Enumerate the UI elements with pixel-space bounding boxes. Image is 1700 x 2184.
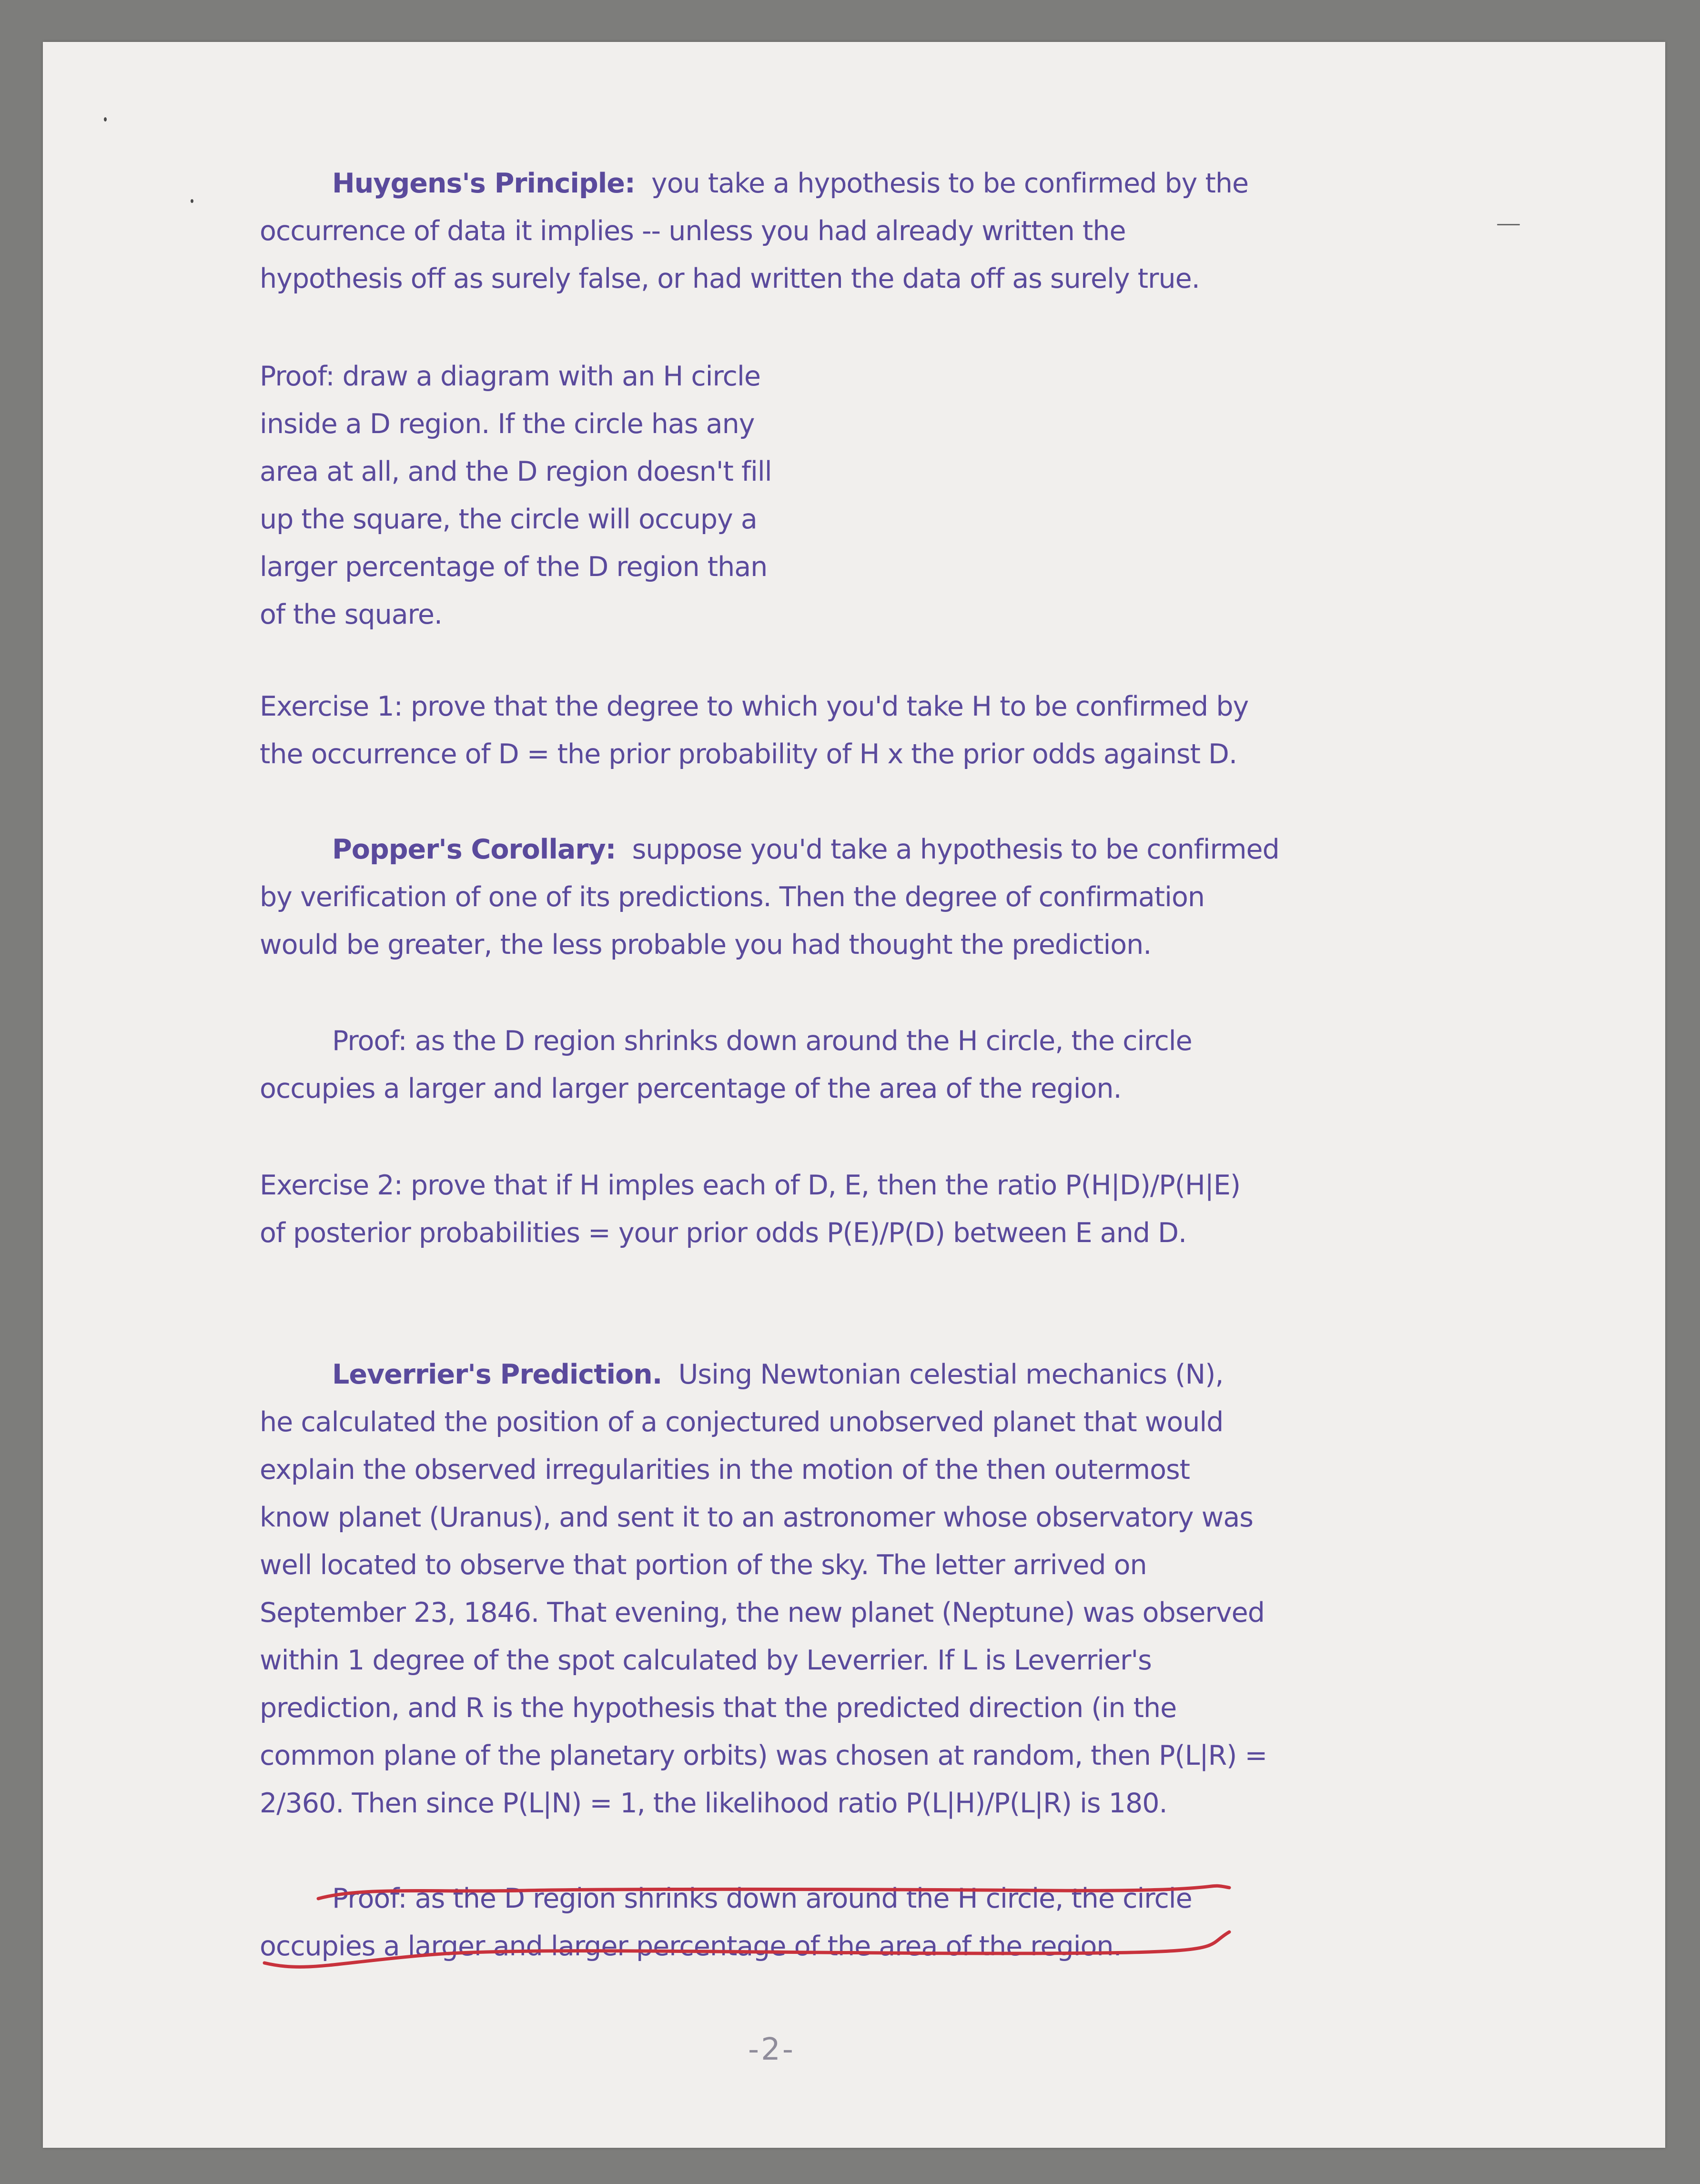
huygens-line-1: you take a hypothesis to be confirmed by the <box>651 168 1249 199</box>
exercise1-line: Exercise 1: prove that the degree to which you'd take H to be confirmed by <box>260 691 1249 722</box>
exercise2-paragraph <box>260 1162 1240 1257</box>
leverrier-line-1: Using Newtonian celestial mechanics (N), <box>678 1359 1224 1390</box>
struck-proof-line: Proof: as the D region shrinks down around the H circle, the circle <box>332 1883 1192 1914</box>
proof1-line: Proof: draw a diagram with an H circle <box>260 361 760 392</box>
leverrier-paragraph <box>260 1351 1267 1827</box>
proof2-line: occupies a larger and larger percentage of the area of the region. <box>260 1073 1122 1104</box>
exercise1-paragraph <box>260 683 1248 778</box>
struck-proof-line: occupies a larger and larger percentage of the area of the region. <box>260 1931 1122 1962</box>
leverrier-line: September 23, 1846. That evening, the new planet (Neptune) was observed <box>260 1597 1265 1628</box>
proof1-line: area at all, and the D region doesn't fill <box>260 456 772 487</box>
popper-heading: Popper's Corollary: <box>332 834 616 865</box>
proof2-line: Proof: as the D region shrinks down around the H circle, the circle <box>332 1025 1192 1057</box>
leverrier-line: 2/360. Then since P(L|N) = 1, the likelihood ratio P(L|H)/P(L|R) is 180. <box>260 1788 1167 1819</box>
popper-line-2: by verification of one of its predictions. Then the degree of confirmation <box>260 881 1204 913</box>
proof2-paragraph <box>260 1017 1192 1112</box>
leverrier-line: explain the observed irregularities in the motion of the then outermost <box>260 1454 1190 1486</box>
leverrier-line: know planet (Uranus), and sent it to an astronomer whose observatory was <box>260 1502 1253 1533</box>
proof1-line: inside a D region. If the circle has any <box>260 408 755 440</box>
proof1-paragraph <box>260 353 772 638</box>
stray-mark <box>104 117 107 121</box>
huygens-heading: Huygens's Principle: <box>332 168 635 199</box>
struck-proof-paragraph <box>260 1875 1192 1970</box>
proof1-line: up the square, the circle will occupy a <box>260 504 757 535</box>
popper-paragraph <box>260 826 1279 969</box>
proof1-line: of the square. <box>260 599 443 630</box>
page-number: -2- <box>748 2032 795 2067</box>
stray-mark <box>191 199 193 203</box>
exercise1-line: the occurrence of D = the prior probability of H x the prior odds against D. <box>260 738 1237 770</box>
stray-mark <box>1497 224 1520 225</box>
exercise2-line: of posterior probabilities = your prior odds P(E)/P(D) between E and D. <box>260 1217 1187 1249</box>
leverrier-line: common plane of the planetary orbits) was chosen at random, then P(L|R) = <box>260 1740 1267 1771</box>
leverrier-line: well located to observe that portion of the sky. The letter arrived on <box>260 1549 1147 1581</box>
popper-line-1: suppose you'd take a hypothesis to be confirmed <box>632 834 1279 865</box>
leverrier-line: within 1 degree of the spot calculated by Leverrier. If L is Leverrier's <box>260 1645 1152 1676</box>
huygens-line-2: occurrence of data it implies -- unless you had already written the <box>260 215 1126 247</box>
huygens-paragraph <box>260 160 1248 303</box>
leverrier-line: he calculated the position of a conjectured unobserved planet that would <box>260 1406 1224 1438</box>
popper-line-3: would be greater, the less probable you had thought the prediction. <box>260 929 1152 961</box>
exercise2-line: Exercise 2: prove that if H imples each of D, E, then the ratio P(H|D)/P(H|E) <box>260 1170 1241 1201</box>
proof1-line: larger percentage of the D region than <box>260 551 768 583</box>
leverrier-line: prediction, and R is the hypothesis that the predicted direction (in the <box>260 1692 1177 1724</box>
huygens-line-3: hypothesis off as surely false, or had written the data off as surely true. <box>260 263 1200 294</box>
leverrier-heading: Leverrier's Prediction. <box>332 1359 662 1390</box>
